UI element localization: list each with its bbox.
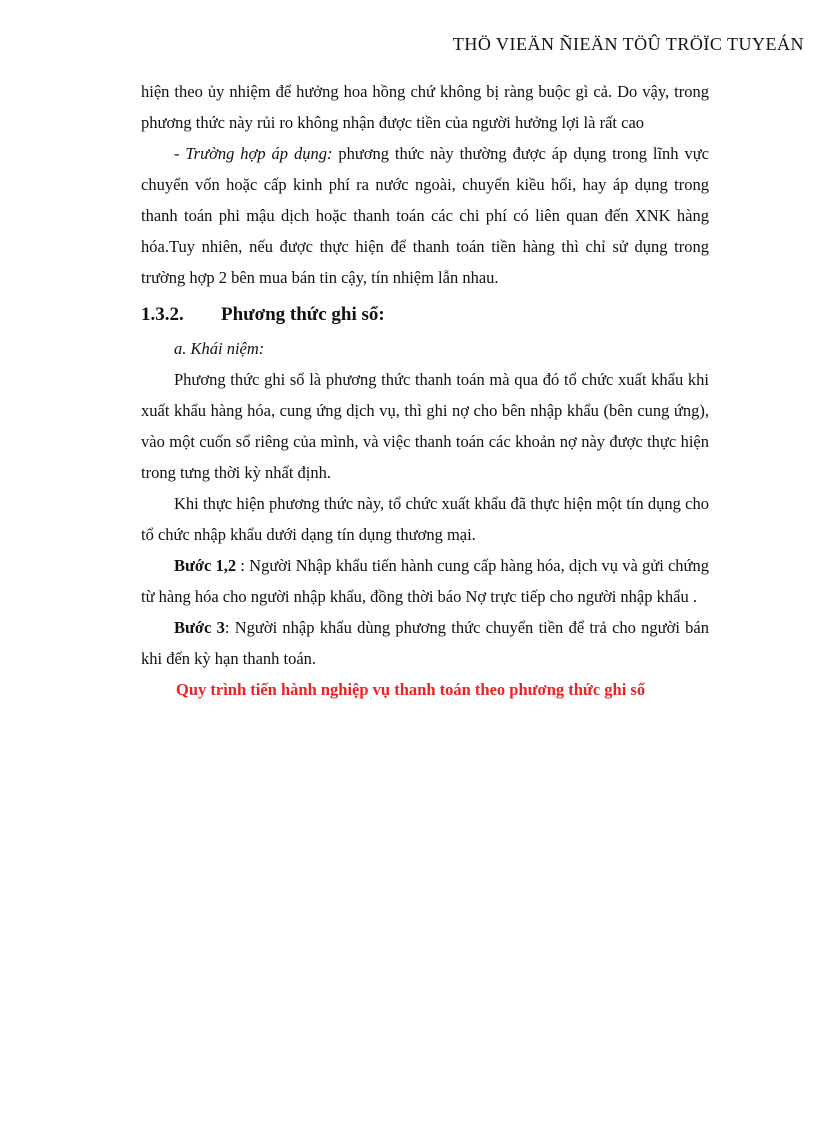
application-text: phương thức này thường được áp dụng trong lĩnh vực chuyển vốn hoặc cấp kinh phí ra nước ngoài, chuyển kiều hối, hay áp dụng trong thanh toán phi mậu dịch hoặc thanh toán các chi phí có liên quan đến XNK hàng hóa.Tuy nhiên, nếu được thực hiện để thanh toán tiền hàng thì chỉ sử dụng trong trường hợp 2 bên mua bán tin cậy, tín nhiệm lẫn nhau. — [141, 144, 709, 287]
step-3-label: Bước 3 — [174, 618, 225, 637]
section-title: Phương thức ghi sổ: — [221, 304, 385, 325]
paragraph-step-1-2 — [141, 550, 709, 612]
paragraph-definition: Phương thức ghi sổ là phương thức thanh toán mà qua đó tổ chức xuất khẩu khi xuất khẩu hàng hóa, cung ứng dịch vụ, thì ghi nợ cho bên nhập khẩu (bên cung ứng), vào một cuốn sổ riêng của mình, và việc thanh toán các khoản nợ này được thực hiện trong tưng thời kỳ nhất định. — [141, 370, 709, 482]
section-heading — [141, 299, 709, 331]
step-1-2-text: : Người Nhập khẩu tiến hành cung cấp hàng hóa, dịch vụ và gửi chứng từ hàng hóa cho người nhập khẩu, đồng thời báo Nợ trực tiếp cho người nhập khẩu . — [141, 556, 709, 606]
paragraph-credit: Khi thực hiện phương thức này, tổ chức xuất khẩu đã thực hiện một tín dụng cho tổ chức nhập khẩu dưới dạng tín dụng thương mại. — [141, 494, 709, 544]
document-body — [141, 76, 709, 705]
section-number: 1.3.2. — [141, 304, 184, 325]
step-3-text: : Người nhập khẩu dùng phương thức chuyển tiền để trả cho người bán khi đến kỳ hạn thanh toán. — [141, 618, 709, 668]
paragraph-continuation: hiện theo ủy nhiệm để hưởng hoa hồng chứ không bị ràng buộc gì cả. Do vậy, trong phương thức này rủi ro không nhận được tiền của người hưởng lợi là rất cao — [141, 82, 709, 132]
subheading-concept: a. Khái niệm: — [174, 339, 265, 358]
page-header: THÖ VIEÄN ÑIEÄN TÖÛ TRÖÏC TUYEÁN — [452, 34, 804, 54]
paragraph-application — [141, 138, 709, 293]
step-1-2-label: Bước 1,2 — [174, 556, 237, 575]
application-label: - Trường hợp áp dụng: — [174, 144, 333, 163]
figure-caption-title: Quy trình tiến hành nghiệp vụ thanh toán theo phương thức ghi sổ — [176, 680, 646, 699]
paragraph-step-3 — [141, 612, 709, 674]
